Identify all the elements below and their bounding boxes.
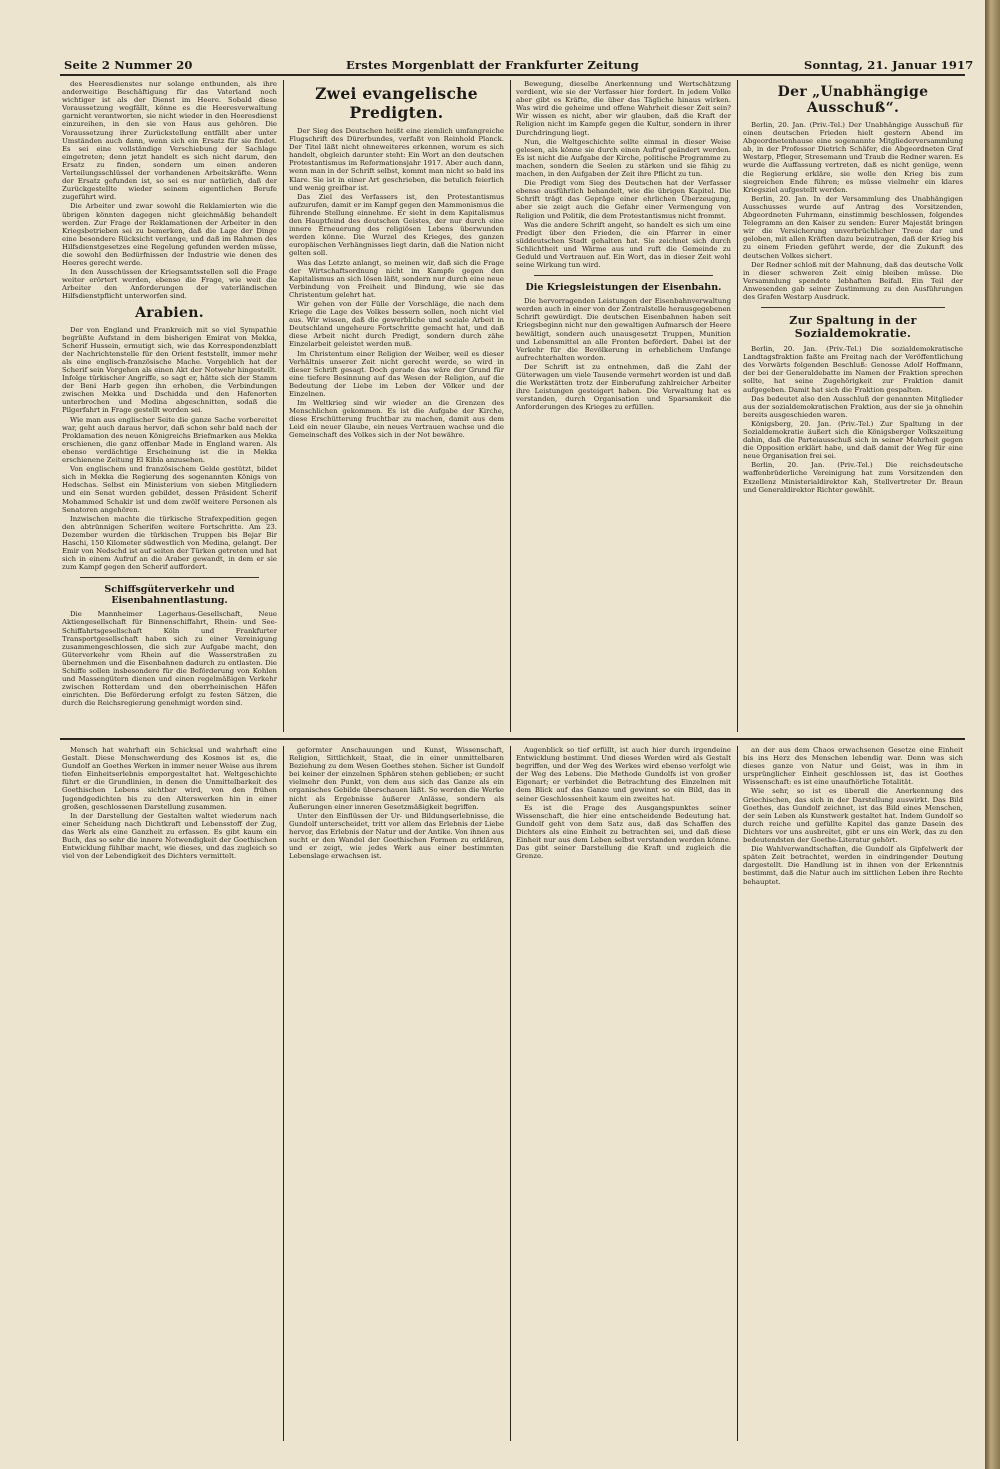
column-rule-3 xyxy=(737,80,738,732)
paper-name: Erstes Morgenblatt der Frankfurter Zeitung xyxy=(346,58,639,72)
feuilleton-paragraph: Mensch hat wahrhaft ein Schicksal und wahrhaft eine Gestalt. Diese Menschwerdung des Kosmos ist es, die Gundolf an Goethes Werken in immer neuer Weise aus ihrem tiefen Einheitserlebnis emporgestaltet hat. Weltgeschichte führt er die Grundlinien, in denen die Unmittelbarkeit des Goethischen Lebens sichtbar wird, von den frühen Jugendgedichten bis zu den Alterswerken hin in einer großen, geschlossenen Darstellung zusammen. xyxy=(62,746,277,811)
article-title-predigten: Zwei evangelische Predigten. xyxy=(315,84,478,122)
article-paragraph: Der von England und Frankreich mit so viel Sympathie begrüßte Aufstand in dem bisherigen Emirat von Mekka, Scherif Hussein, ermutigt sich, wie das Korrespondenzblatt der Nachrichtenstelle für den Orient feststellt, immer mehr als eine englisch-französische Mache. Vorgeblich hat der Scherif sein Vorgehen als einen Akt der Notwehr hingestellt. Infolge türkischer Angriffe, so sagt er, hätte sich der Stamm der Beni Harb gegen ihn erhoben, die Verbindungen zwischen Mekka und Dschidda und den Hafenorten unterbrochen und Medina abgeschnitten, sodaß die Pilgerfahrt in Frage gestellt worden sei. xyxy=(62,325,277,415)
header-rule xyxy=(60,74,965,76)
article-paragraph: In den Ausschüssen der Kriegsamtsstellen soll die Frage weiter erörtert werden, ebenso die Frage, wie weit die Arbeiter den Anforderungen der vaterländischen Hilfsdienstpflicht unterworfen sind. xyxy=(62,268,277,301)
article-title-arabien: Arabien. xyxy=(135,304,204,321)
page-label: Seite 2 Nummer 20 xyxy=(64,58,193,72)
article-title-eisenbahn: Die Kriegsleistungen der Eisenbahn. xyxy=(525,282,722,294)
article-paragraph: Was das Letzte anlangt, so meinen wir, daß sich die Frage der Wirtschaftsordnung nicht im Kampfe gegen den Kapitalismus an sich lösen läßt, sondern nur durch eine neue Verbindung von Freiheit und Bindung, wie sie das Christentum gelehrt hat. xyxy=(289,258,504,299)
article-paragraph: Bewegung, dieselbe Anerkennung und Wertschätzung verdient, wie sie der Verfasser hier fordert. In jedem Volke aber gibt es Kräfte, die über das Tägliche hinaus wirken. Was wird die geheime und offene Wahrheit dieser Zeit sein? Wir wissen es nicht, aber wir glauben, daß die Kraft der Religion nicht im Kampfe gegen die Kultur, sondern in ihrer Durchdringung liegt. xyxy=(516,80,731,137)
article-paragraph: Berlin, 20. Jan. (Priv.-Tel.) Die reichsdeutsche waffenbrüderliche Vereinigung hat zum Vorsitzenden den Exzellenz Ministerialdirektor Kah, Stellvertreter Dr. Braun und Generaldirektor Richter gewählt. xyxy=(743,461,963,494)
article-title-sozialdemokratie: Zur Spaltung in der Sozialdemokratie. xyxy=(789,314,917,341)
column-2 xyxy=(289,80,504,732)
article-paragraph: Der Sieg des Deutschen heißt eine ziemlich umfangreiche Flugschrift des Dürerbundes, verfaßt von Reinhold Planck. Der Titel läßt nicht ohneweiteres erkennen, worum es sich handelt, obgleich darunter steht: Ein Wort an den deutschen Protestantismus im Reformationsjahr 1917. Aber auch dann, wenn man in der Schrift selbst, kommt man nicht so bald ins Klare. Sie ist in einer Art geschrieben, die betulich feierlich und wenig greifbar ist. xyxy=(289,127,504,192)
feuilleton-paragraph: Die Wahlverwandtschaften, die Gundolf als Gipfelwerk der späten Zeit betrachtet, werden in eindringender Deutung dargestellt. Die Handlung ist in ihnen von der Erkenntnis bestimmt, daß die Natur auch im sittlichen Leben ihre Rechte behauptet. xyxy=(743,845,963,886)
article-paragraph: Was die andere Schrift angeht, so handelt es sich um eine Predigt über den Frieden, die ein Pfarrer in einer süddeutschen Stadt gehalten hat. Sie zeichnet sich durch Schlichtheit und Wärme aus und ruft die Gemeinde zu Geduld und Vertrauen auf. Ein Wort, das in dieser Zeit wohl seine Wirkung tun wird. xyxy=(516,220,731,270)
article-paragraph: Königsberg, 20. Jan. (Priv.-Tel.) Zur Spaltung in der Sozialdemokratie äußert sich die Königsberger Volkszeitung dahin, daß die Parteiausschuß sich in seiner Mehrheit gegen die Opposition erklärt habe, und daß damit der Weg für eine neue Organisation frei sei. xyxy=(743,419,963,461)
article-paragraph: Von englischem und französischem Gelde gestützt, bildet sich in Mekka die Regierung des sogenannten Königs von Hedschas. Selbst ein Ministerium von sieben Mitgliedern und ein Senat wurden gebildet, dessen Präsident Scherif Mohammed Schakir ist und dem zwölf weitere Personen als Senatoren angehören. xyxy=(62,465,277,514)
article-paragraph: Das bedeutet also den Ausschluß der genannten Mitglieder aus der sozialdemokratischen Fraktion, aus der sie ja ohnehin bereits ausgeschieden waren. xyxy=(743,394,963,419)
column-1 xyxy=(62,80,277,732)
article-paragraph: Wie man aus englischer Seite die ganze Sache vorbereitet war, geht auch daraus hervor, daß schon sehr bald nach der Proklamation des neuen Königreichs Briefmarken aus Mekka erschienen, die ganz offenbar Made in England waren. Als ebenso verdächtige Erscheinung ist die in Mekka erschienene Zeitung El Kibla anzusehen. xyxy=(62,415,277,465)
column-rule-2 xyxy=(510,80,511,732)
article-paragraph: Der Schrift ist zu entnehmen, daß die Zahl der Güterwagen um viele Tausende vermehrt worden ist und daß die Werkstätten trotz der Einberufung zahlreicher Arbeiter ihre Leistungen gesteigert haben. Die Verwaltung hat es verstanden, durch Organisation und Sparsamkeit die Anforderungen des Krieges zu erfüllen. xyxy=(516,362,731,412)
article-paragraph: Berlin, 20. Jan. (Priv.-Tel.) Der Unabhängige Ausschuß für einen deutschen Frieden hielt gestern Abend im Abgeordnetenhause eine sogenannte Mitgliederversammlung ab, in der Professor Dietrich Schäfer, die Abgeordneten Graf Westarp, Pfleger, Stresemann und Traub die Redner waren. Es wurde die Auffassung vertreten, daß es nicht genüge, wenn die Regierung erkläre, sie wolle den Krieg bis zum siegreichen Ende führen; es müsse vielmehr ein klares Kriegsziel aufgestellt werden. xyxy=(743,121,963,194)
column-rule-1 xyxy=(283,80,284,732)
bottom-column-rule-2 xyxy=(510,746,511,1441)
article-paragraph: Im Christentum einer Religion der Weiber, weil es dieser Verhältnis unserer Zeit nicht gerecht werde, so wird in dieser Schrift gesagt. Doch gerade das wäre der Grund für eine tiefere Besinnung auf das Wesen der Religion, auf die Bedeutung der Liebe im Leben der Völker und der Einzelnen. xyxy=(289,349,504,398)
article-title-ausschuss: Der „Unabhängige Ausschuß“. xyxy=(777,84,929,116)
column-4 xyxy=(743,80,963,732)
page-header xyxy=(64,58,974,74)
article-paragraph: Die hervorragenden Leistungen der Eisenbahnverwaltung werden auch in einer von der Zentralstelle herausgegebenen Schrift gewürdigt. Die deutschen Eisenbahnen haben seit Kriegsbeginn nicht nur den gewaltigen Aufmarsch der Heere bewältigt, sondern auch unausgesetzt Truppen, Munition und Lebensmittel an alle Fronten befördert. Dabei ist der Verkehr für die Bevölkerung in erheblichem Umfange aufrechterhalten worden. xyxy=(516,297,731,362)
article-paragraph: Das Ziel des Verfassers ist, den Protestantismus aufzurufen, damit er im Kampf gegen den Mammonismus die führende Stellung einnehme. Er sieht in dem Kapitalismus den Hauptfeind des deutschen Geistes, der nur durch eine innere Erneuerung des religiösen Lebens überwunden werden könne. Die Wurzel des Krieges, des ganzen europäischen Verhängnisses liegt darin, daß die Nation nicht gelten soll. xyxy=(289,192,504,258)
feuilleton-column-3 xyxy=(516,746,731,1441)
feuilleton-paragraph: Augenblick so tief erfüllt, ist auch hier durch irgendeine Entwicklung bestimmt. Und dieses Werden wird als Gestalt begriffen, und der Weg des Werkes wird ebenso verfolgt wie der Weg des Lebens. Die Methode Gundolfs ist von großer Eigenart; er verbindet die Betrachtung des Einzelnen mit dem Blick auf das Ganze und gewinnt so ein Bild, das in seiner Geschlossenheit kaum ein zweites hat. xyxy=(516,746,731,803)
article-title-schiffsgueterverkehr: Schiffsgüterverkehr und Eisenbahnentlastung. xyxy=(104,584,235,607)
article-paragraph: Die Predigt vom Sieg des Deutschen hat der Verfasser ebenso ausführlich behandelt, wie die übrigen Kapitel. Die Schrift trägt das Gepräge einer ehrlichen Überzeugung, aber sie zeigt auch die Gefahr einer Vermengung von Religion und Politik, die dem Protestantismus nicht frommt. xyxy=(516,179,731,220)
article-separator xyxy=(761,307,945,308)
article-paragraph: Im Weltkrieg sind wir wieder an die Grenzen des Menschlichen gekommen. Es ist die Aufgabe der Kirche, diese Erschütterung fruchtbar zu machen, damit aus dem Leid ein neuer Glaube, ein neues Vertrauen wachse und die Gemeinschaft des Volkes sich in der Not bewähre. xyxy=(289,399,504,440)
article-separator xyxy=(80,577,259,578)
article-paragraph: Berlin, 20. Jan. (Priv.-Tel.) Die sozialdemokratische Landtagsfraktion faßte am Freitag nach der Veröffentlichung des Vorwärts folgenden Beschluß: Genosse Adolf Hoffmann, der bei der Generaldebatte im Namen der Fraktion sprechen sollte, hat seine Zugehörigkeit zur Fraktion damit aufgegeben. Damit hat sich die Fraktion gespalten. xyxy=(743,345,963,394)
feuilleton-column-1 xyxy=(62,746,277,1441)
page-binding-edge xyxy=(985,0,1000,1469)
feuilleton-paragraph: Es ist die Frage des Ausgangspunktes seiner Wissenschaft, die hier eine entscheidende Bedeutung hat. Gundolf geht von dem Satz aus, daß das Schaffen des Dichters als eine Einheit zu betrachten sei, und daß diese Einheit nur aus dem Leben selbst verstanden werden könne. Das gibt seiner Darstellung die Kraft und zugleich die Grenze. xyxy=(516,803,731,861)
article-paragraph: Die Arbeiter und zwar sowohl die Reklamierten wie die übrigen könnten dagegen nicht gleichmäßig behandelt werden. Zur Frage der Reklamationen der Arbeiter in den Kriegsbetrieben sei zu bemerken, daß die Lage der Dinge eine besondere Rücksicht verlange, und daß im Rahmen des Hilfsdienstgesetzes eine Regelung gefunden werden müsse, die sowohl den Bedürfnissen der Industrie wie denen des Heeres gerecht werde. xyxy=(62,202,277,268)
feuilleton-column-2 xyxy=(289,746,504,1441)
bottom-column-rule-1 xyxy=(283,746,284,1441)
feuilleton-column-4 xyxy=(743,746,963,1441)
feuilleton-paragraph: In der Darstellung der Gestalten waltet wiederum nach einer Scheidung nach Dichtkraft und Lebensstoff der Zug, das Werk als eine Ganzheit zu erfassen. Es gibt kaum ein Buch, das so sehr die innere Notwendigkeit der Goethischen Entwicklung fühlbar macht, wie dieses, und das zugleich so viel von der Lebendigkeit des Dichters vermittelt. xyxy=(62,811,277,861)
feuilleton-paragraph: an der aus dem Chaos erwachsenen Gesetze eine Einheit bis ins Herz des Menschen lebendig war. Denn was sich dieses ganze von Natur und Geist, was in ihm in ursprünglicher Einheit geschlossen ist, das ist Goethes Wissenschaft: es ist eine unaufhörliche Totalität. xyxy=(743,746,963,787)
article-separator xyxy=(534,275,713,276)
feuilleton-paragraph: geformter Anschauungen und Kunst, Wissenschaft, Religion, Sittlichkeit, Staat, die in einer unmittelbaren Beziehung zu dem Wesen Goethes stehen. Sicher ist Gundolf bei keiner der einzelnen Sphären stehen geblieben; er sucht vielmehr den Punkt, von dem aus sich das Ganze als ein organisches Gebilde überschauen läßt. So werden die Werke nicht als Ergebnisse äußerer Anlässe, sondern als Äußerungen einer inneren Gesetzmäßigkeit begriffen. xyxy=(289,746,504,811)
article-paragraph: Nun, die Weltgeschichte sollte einmal in dieser Weise gelesen, als könne sie durch einen Aufruf geändert werden. Es ist nicht die Aufgabe der Kirche, politische Programme zu machen, sondern die Seelen zu stärken und sie fähig zu machen, in den Aufgaben der Zeit ihre Pflicht zu tun. xyxy=(516,137,731,179)
bottom-column-rule-3 xyxy=(737,746,738,1441)
issue-date: Sonntag, 21. Januar 1917 xyxy=(804,58,974,72)
feuilleton-rule xyxy=(60,738,965,740)
article-paragraph: Inzwischen machte die türkische Strafexpedition gegen den abtrünnigen Scherifen weitere Fortschritte. Am 23. Dezember wurden die türkischen Truppen bis Bejar Bir Haschi, 150 Kilometer südwestlich von Medina, gelangt. Der Emir von Nedschd ist auf seiten der Türken getreten und hat sich in einem Aufruf an die Araber gewandt, in dem er sie zum Kampf gegen den Scherif auffordert. xyxy=(62,514,277,572)
article-paragraph: Die Mannheimer Lagerhaus-Gesellschaft, Neue Aktiengesellschaft für Binnenschiffahrt, Rhein- und See-Schiffahrtsgesellschaft Köln und Frankfurter Transportgesellschaft haben sich zu einer Vereinigung zusammengeschlossen, die sich zur Aufgabe macht, den Güterverkehr vom Rhein auf die Wasserstraßen zu übernehmen und die Eisenbahnen dadurch zu entlasten. Die Schiffe sollen insbesondere für die Beförderung von Kohlen und Massengütern dienen und einen regelmäßigen Verkehr zwischen Rotterdam und den oberrheinischen Häfen einrichten. Die Beförderung erfolgt zu festen Sätzen, die durch die Reichsregierung genehmigt worden sind. xyxy=(62,610,277,708)
column-3 xyxy=(516,80,731,732)
article-paragraph: Berlin, 20. Jan. In der Versammlung des Unabhängigen Ausschusses wurde auf Antrag des Vorsitzenden, Abgeordneten Fuhrmann, einstimmig beschlossen, folgendes Telegramm an den Kaiser zu senden: Eurer Majestät bringen wir die Versicherung unverbrüchlicher Treue dar und geloben, mit allen Kräften dazu beizutragen, daß der Krieg bis zu einem Frieden geführt werde, der die Zukunft des deutschen Volkes sichert. xyxy=(743,194,963,260)
feuilleton-paragraph: Unter den Einflüssen der Ur- und Bildungserlebnisse, die Gundolf unterscheidet, tritt vor allem das Erlebnis der Liebe hervor, das Erlebnis der Natur und der Antike. Von ihnen aus sucht er den Wandel der Goethischen Formen zu erklären, und er zeigt, wie jedes Werk aus einer bestimmten Lebenslage erwachsen ist. xyxy=(289,811,504,861)
feuilleton-paragraph: Wie sehr, so ist es überall die Anerkennung des Griechischen, das sich in der Darstellung auswirkt. Das Bild Goethes, das Gundolf zeichnet, ist das Bild eines Menschen, der sein Leben als Kunstwerk gestaltet hat. Indem Gundolf so durch reiche und gefüllte Kapitel das ganze Dasein des Dichters vor uns ausbreitet, gibt er uns ein Werk, das zu den bedeutendsten der Goethe-Literatur gehört. xyxy=(743,787,963,845)
article-paragraph: des Heeresdienstes nur solange entbunden, als ihre anderweitige Beschäftigung für das Vaterland noch wichtiger ist als der Dienst im Heere. Sobald diese Voraussetzung wegfällt, könne es die Heeresverwaltung garnicht verantworten, sie nicht wieder in den Heeresdienst einzureihen, in den sie von Haus aus gehören. Die Voraussetzung ihrer Zurückstellung entfällt aber unter Umständen auch dann, wenn sich ein Ersatz für sie findet. Es sei eine vollständige Verschiebung der Sachlage eingetreten; denn jetzt handelt es sich nicht darum, den Ersatz zu finden, sondern um einen anderen Verteilungsschlüssel der vorhandenen Arbeitskräfte. Wenn der Ersatz gefunden ist, so sei es nur natürlich, daß der Zurückgestellte wieder seinem eigentlichen Berufe zugeführt wird. xyxy=(62,80,277,202)
article-paragraph: Wir gehen von der Fülle der Vorschläge, die nach dem Kriege die Lage des Volkes bessern sollen, noch nicht viel aus. Wir wissen, daß die gewerbliche und soziale Arbeit in Deutschland ungeheure Fortschritte gemacht hat, und daß diese Arbeit nicht durch Predigt, sondern durch zähe Einzelarbeit geleistet werden muß. xyxy=(289,299,504,349)
article-paragraph: Der Redner schloß mit der Mahnung, daß das deutsche Volk in dieser schweren Zeit einig bleiben müsse. Die Versammlung spendete lebhaften Beifall. Ein Teil der Anwesenden gab seiner Zustimmung zu den Ausführungen des Grafen Westarp Ausdruck. xyxy=(743,260,963,301)
